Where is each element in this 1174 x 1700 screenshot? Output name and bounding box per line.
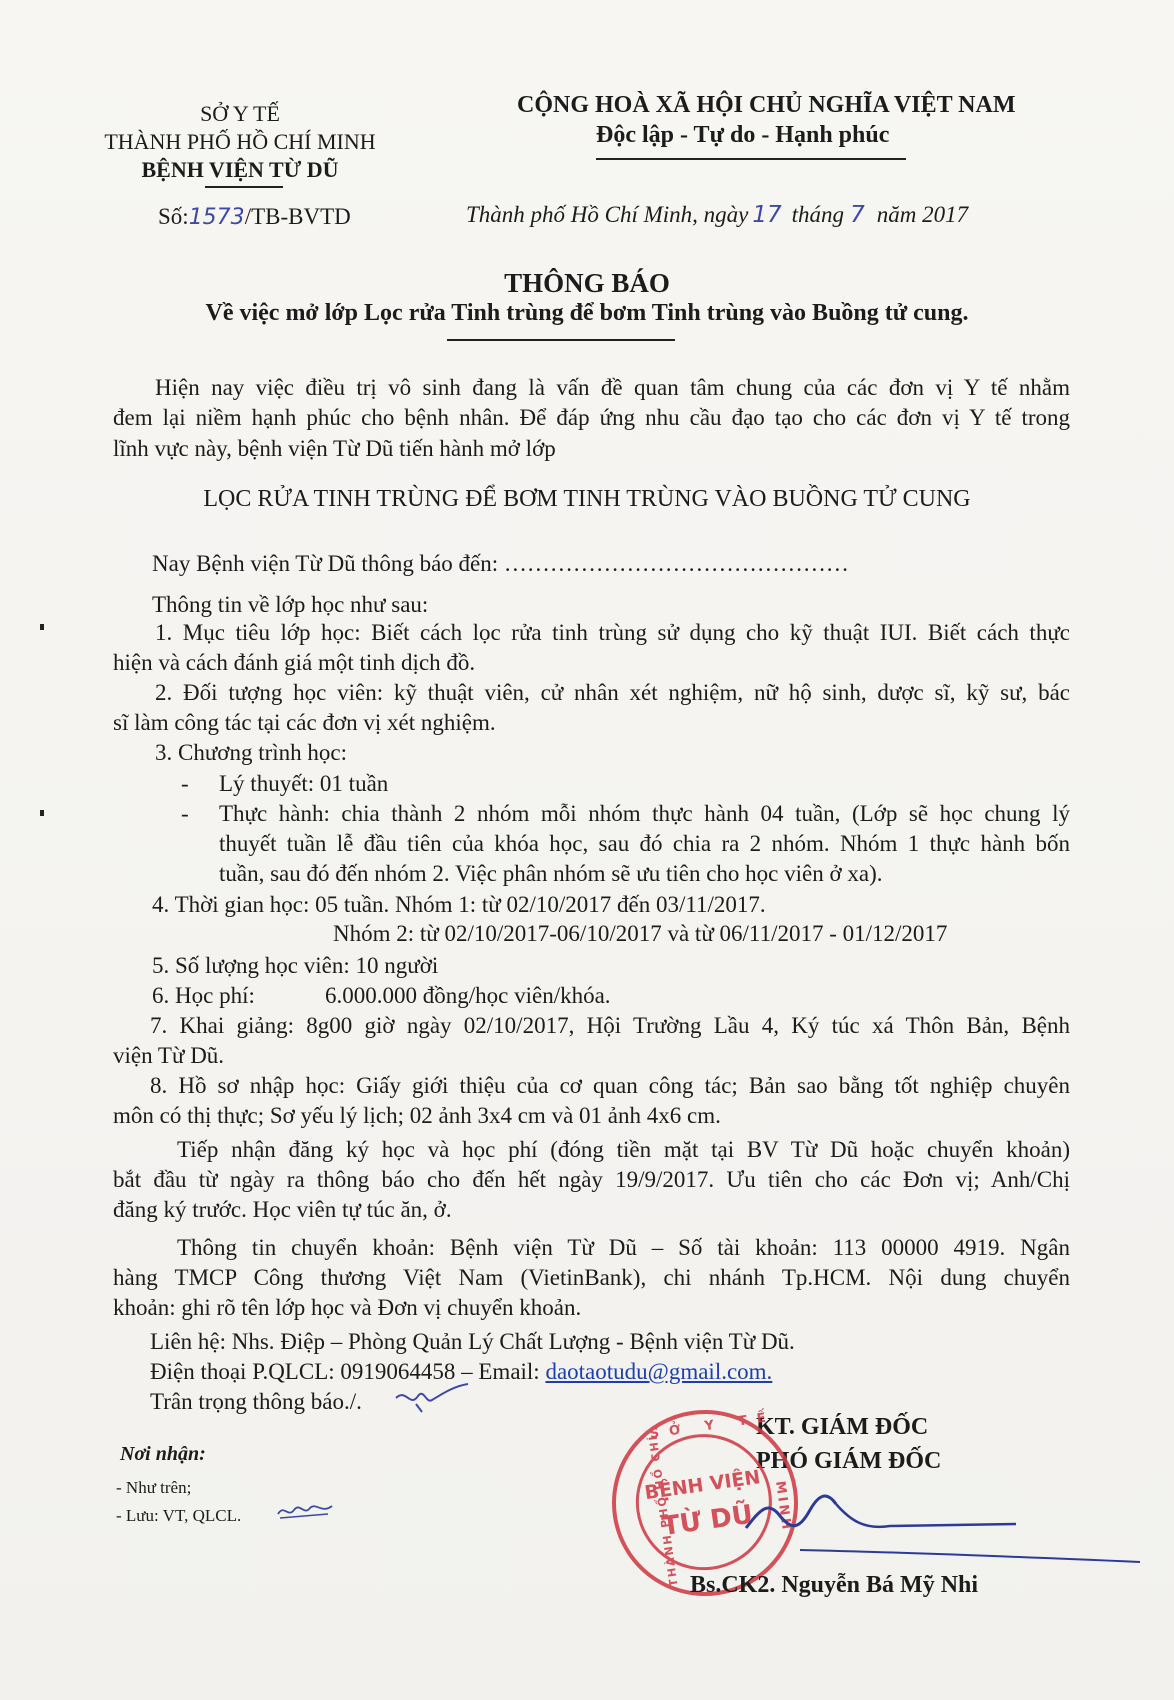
item-2-line-1: 2. Đối tượng học viên: kỹ thuật viên, cử nhân xét nghiệm, nữ hộ sinh, dược sĩ, kỹ sư, bác [155,680,1070,705]
date-month-label: tháng [791,202,845,227]
practice-line-2: thuyết tuần lễ đầu tiên của khóa học, sau đó chia ra 2 nhóm. Nhóm 1 thực hành bốn [219,831,1070,856]
subtitle-underline [447,339,675,341]
intro-line-1: Hiện nay việc điều trị vô sinh đang là vấn đề quan tâm chung của các đơn vị Y tế nhằm [155,375,1070,400]
register-line-2: bắt đầu từ ngày ra thông báo cho đến hết ngày 19/9/2017. Ưu tiên cho các Đơn vị; Anh/Chị [113,1167,1070,1192]
item-6-value: 6.000.000 đồng/học viên/khóa. [325,983,611,1008]
margin-dot-1 [40,624,44,630]
recipient-2: - Lưu: VT, QLCL. [116,1506,242,1525]
stamp-line-1: BỆNH VIỆN [643,1466,762,1505]
header-left [104,100,376,184]
intro-line-3: lĩnh vực này, bệnh viện Từ Dũ tiến hành mở lớp [113,436,556,461]
number-prefix: Số: [158,204,189,229]
margin-dot-2 [40,810,44,816]
hospital-underline [205,186,283,188]
number-handwritten: 1573 [188,205,245,230]
national-motto: Độc lập - Tự do - Hạnh phúc [596,122,890,148]
date-day-handwritten: 17 [752,202,782,228]
notify-to: Nay Bệnh viện Từ Dũ thông báo đến: ……………………………………… [152,551,849,576]
date-prefix: Thành phố Hồ Chí Minh, ngày [466,202,749,227]
contact-line: Liên hệ: Nhs. Điệp – Phòng Quản Lý Chất Lượng - Bệnh viện Từ Dũ. [150,1329,795,1354]
handwritten-signature [740,1470,1150,1570]
practice-dash: - [181,801,189,826]
transfer-line-3: khoản: ghi rõ tên lớp học và Đơn vị chuyển khoản. [113,1295,582,1320]
course-name: LỌC RỬA TINH TRÙNG ĐỂ BƠM TINH TRÙNG VÀO BUỒNG TỬ CUNG [203,486,971,512]
signer-name: Bs.CK2. Nguyễn Bá Mỹ Nhi [690,1572,979,1598]
document-number [158,204,351,230]
item-5: 5. Số lượng học viên: 10 người [152,953,439,978]
department-name: SỞ Y TẾ [200,101,280,126]
transfer-line-2: hàng TMCP Công thương Việt Nam (VietinBank), chi nhánh Tp.HCM. Nội dung chuyển [113,1265,1070,1290]
register-line-3: đăng ký trước. Học viên tự túc ăn, ở. [113,1197,452,1222]
intro-line-2: đem lại niềm hạnh phúc cho bệnh nhân. Để đáp ứng nhu cầu đạo tạo cho các đơn vị Y tế trong [113,405,1070,430]
item-7-line-2: viện Từ Dũ. [113,1043,225,1068]
item-2-line-2: sĩ làm công tác tại các đơn vị xét nghiệm. [113,710,496,735]
item-3-heading: 3. Chương trình học: [155,740,348,765]
initials-scribble [392,1378,472,1418]
document-title: THÔNG BÁO [504,268,670,298]
item-8-line-1: 8. Hồ sơ nhập học: Giấy giới thiệu của cơ quan công tác; Bản sao bằng tốt nghiệp chuyên [150,1073,1070,1098]
practice-line-3: tuần, sau đó đến nhóm 2. Việc phân nhóm sẽ ưu tiên cho học viên ở xa). [219,861,883,886]
number-suffix: /TB-BVTD [244,204,351,229]
stamp-line-2: TỪ DŨ [660,1499,755,1543]
item-6-label: 6. Học phí: [152,983,255,1008]
closing-line: Trân trọng thông báo./. [150,1389,362,1414]
practice-line-1: Thực hành: chia thành 2 nhóm mỗi nhóm thực hành 04 tuần, (Lớp sẽ học chung lý [219,801,1070,826]
hospital-name: BỆNH VIỆN TỪ DŨ [141,157,339,182]
republic-title: CỘNG HOÀ XÃ HỘI CHỦ NGHĨA VIỆT NAM [517,92,1016,118]
recipients-heading: Nơi nhận: [120,1443,206,1465]
item-4-line-2: Nhóm 2: từ 02/10/2017-06/10/2017 và từ 06/11/2017 - 01/12/2017 [333,921,948,946]
document-subtitle: Về việc mở lớp Lọc rửa Tinh trùng để bơm Tinh trùng vào Buồng tử cung. [205,300,969,326]
email-link[interactable]: daotaotudu@gmail.com. [545,1359,773,1384]
date-year: năm 2017 [876,202,969,227]
city-name: THÀNH PHỐ HỒ CHÍ MINH [104,129,376,154]
date-month-handwritten: 7 [850,202,865,228]
theory-dash: - [181,771,189,796]
signer-role-1: KT. GIÁM ĐỐC [756,1414,929,1440]
recipient-1: - Như trên; [116,1478,192,1497]
item-7-line-1: 7. Khai giảng: 8g00 giờ ngày 02/10/2017, Hội Trường Lầu 4, Ký túc xá Thôn Bản, Bệnh [150,1013,1070,1038]
theory-line: Lý thuyết: 01 tuần [219,771,389,796]
stamp-ring-top: SỞ Y TẾ [648,1409,777,1442]
item-4-line-1: 4. Thời gian học: 05 tuần. Nhóm 1: từ 02/10/2017 đến 03/11/2017. [152,892,766,917]
phone-text: Điện thoại P.QLCL: 0919064458 – Email: [150,1359,546,1384]
motto-underline [596,158,906,160]
item-8-line-2: môn có thị thực; Sơ yếu lý lịch; 02 ảnh 3x4 cm và 01 ảnh 4x6 cm. [113,1103,721,1128]
transfer-line-1: Thông tin chuyển khoản: Bệnh viện Từ Dũ – Số tài khoản: 113 00000 4919. Ngân [177,1235,1070,1260]
stamp-ring-left: THÀNH PHỐ HỒ CHÍ [646,1433,681,1588]
register-line-1: Tiếp nhận đăng ký học và học phí (đóng tiền mặt tại BV Từ Dũ hoặc chuyển khoản) [177,1137,1070,1162]
info-heading: Thông tin về lớp học như sau: [152,592,429,617]
archive-scribble [276,1496,336,1522]
issue-date [466,202,968,228]
item-1-line-1: 1. Mục tiêu lớp học: Biết cách lọc rửa tinh trùng sử dụng cho kỹ thuật IUI. Biết cách thực [155,620,1070,645]
item-1-line-2: hiện và cách đánh giá một tinh dịch đồ. [113,650,476,675]
signer-role-2: PHÓ GIÁM ĐỐC [756,1448,942,1474]
stamp-ring-right: MINH [772,1480,795,1534]
